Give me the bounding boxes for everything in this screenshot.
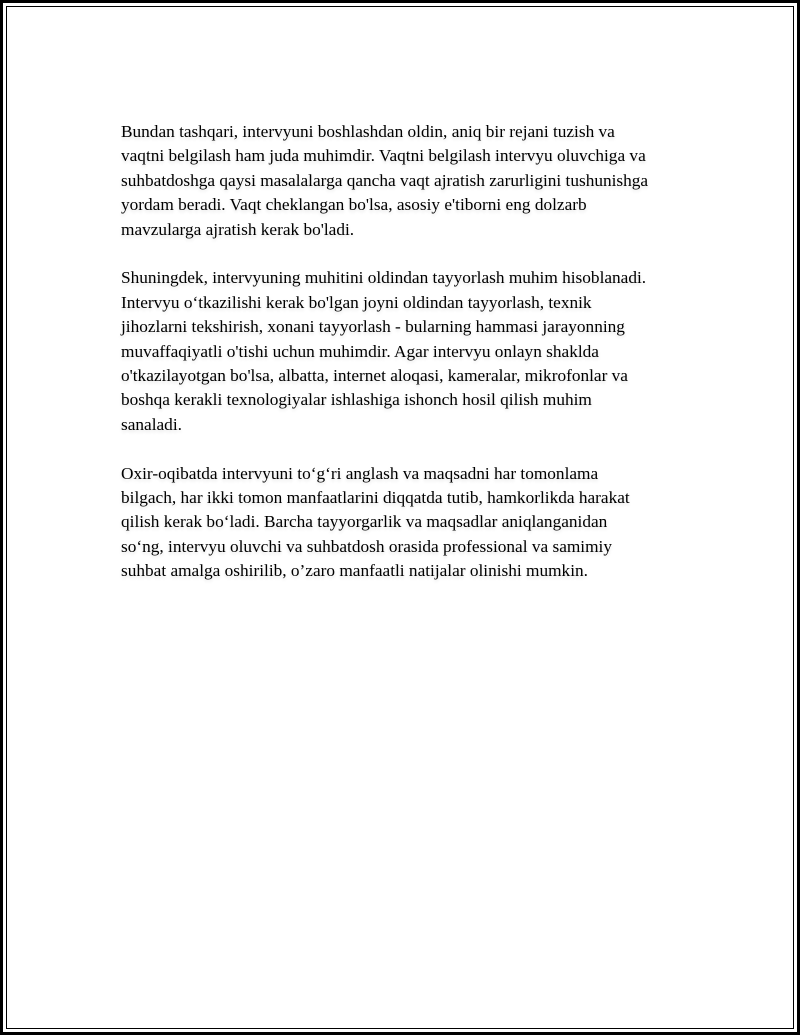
paragraph-line: Oxir-oqibatda intervyuni to‘g‘ri anglash va maqsadni har tomonlama [121,463,599,483]
paragraph-line: yordam beradi. Vaqt cheklangan bo'lsa, asosiy e'tiborni eng dolzarb [121,195,587,215]
paragraph-line: jihozlarni tekshirish, xonani tayyorlash - bularning hammasi jarayonning [121,317,625,337]
paragraph-line: vaqtni belgilash ham juda muhimdir. Vaqtni belgilash intervyu oluvchiga va [121,146,646,166]
paragraph-line: o'tkazilayotgan bo'lsa, albatta, internet aloqasi, kameralar, mikrofonlar va [121,366,628,386]
paragraph-line: sanaladi. [121,414,182,434]
paragraph-line: qilish kerak bo‘ladi. Barcha tayyorgarlik va maqsadlar aniqlanganidan [121,512,608,532]
paragraph-1 [121,120,696,242]
paragraph-line: Intervyu o‘tkazilishi kerak bo'lgan joyni oldindan tayyorlash, texnik [121,292,592,312]
paragraph-line: suhbatdoshga qaysi masalalarga qancha vaqt ajratish zarurligini tushunishga [121,170,649,190]
paragraph-line: so‘ng, intervyu oluvchi va suhbatdosh orasida professional va samimiy [121,536,612,556]
paragraph-line: suhbat amalga oshirilib, o’zaro manfaatli natijalar olinishi mumkin. [121,561,588,581]
paragraph-3 [121,462,696,584]
paragraph-line: mavzularga ajratish kerak bo'ladi. [121,219,355,239]
paragraph-line: boshqa kerakli texnologiyalar ishlashiga ishonch hosil qilish muhim [121,390,592,410]
paragraph-line: Shuningdek, intervyuning muhitini oldindan tayyorlash muhim hisoblanadi. [121,268,647,288]
paragraph-2 [121,266,696,437]
paragraph-line: Bundan tashqari, intervyuni boshlashdan oldin, aniq bir rejani tuzish va [121,122,615,141]
paragraph-line: muvaffaqiyatli o'tishi uchun muhimdir. Agar intervyu onlayn shaklda [121,341,599,361]
paragraph-line: bilgach, har ikki tomon manfaatlarini diqqatda tutib, hamkorlikda harakat [121,488,630,508]
document-body [121,120,696,608]
